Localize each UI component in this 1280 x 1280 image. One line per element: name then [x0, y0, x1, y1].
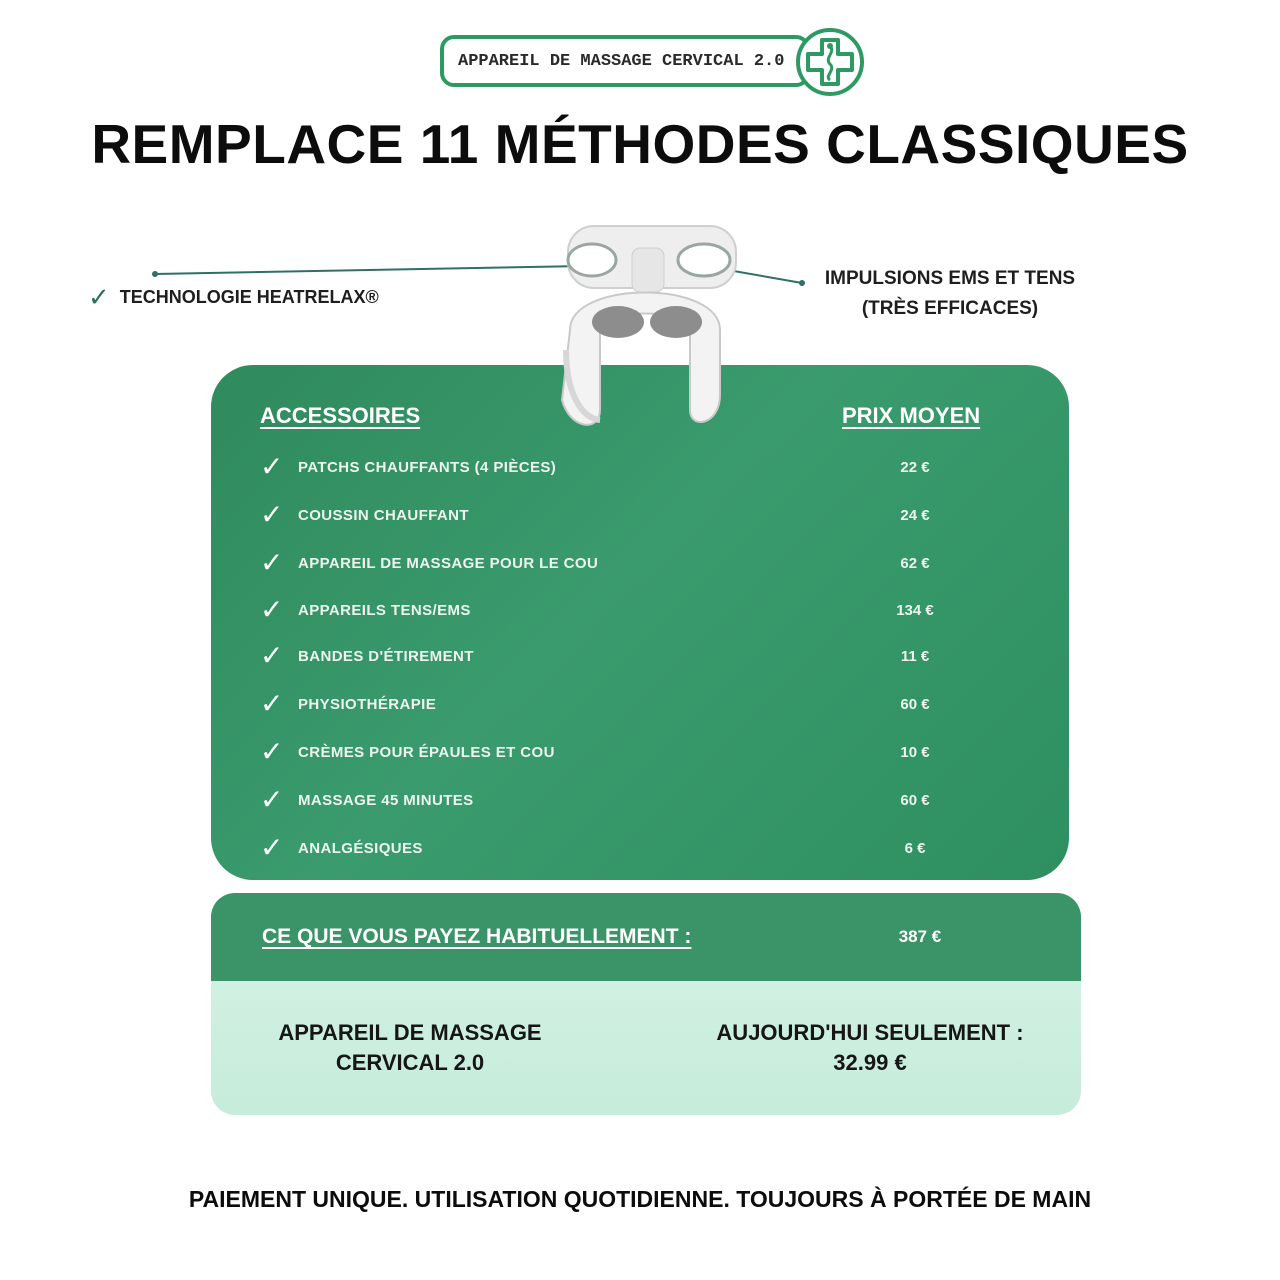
- table-row: [260, 548, 1020, 578]
- check-icon: ✓: [260, 640, 284, 671]
- row-price: 10 €: [900, 743, 930, 761]
- neck-massager-image: [540, 220, 750, 440]
- check-icon: ✓: [260, 499, 284, 530]
- check-icon: ✓: [260, 688, 284, 719]
- offer-product-name: [250, 1018, 570, 1078]
- row-price: 24 €: [900, 506, 930, 524]
- usual-cost-value: 387 €: [898, 927, 942, 946]
- check-icon: ✓: [88, 282, 110, 312]
- row-name: CRÈMES POUR ÉPAULES ET COU: [298, 743, 555, 761]
- feature-ems-line2: (TRÈS EFFICACES): [861, 298, 1039, 319]
- feature-ems-line1: IMPULSIONS EMS ET TENS: [824, 268, 1076, 289]
- table-row: [260, 785, 1020, 815]
- table-row: [260, 595, 1020, 625]
- table-row: [260, 833, 1020, 863]
- usual-cost-label: CE QUE VOUS PAYEZ HABITUELLEMENT :: [262, 925, 692, 948]
- badge-text: APPAREIL DE MASSAGE CERVICAL 2.0: [458, 51, 785, 71]
- table-row: [260, 641, 1020, 671]
- row-price: 60 €: [900, 791, 930, 809]
- row-price: 60 €: [900, 695, 930, 713]
- table-row: [260, 737, 1020, 767]
- row-price: 22 €: [900, 458, 930, 476]
- feature-heatrelax-label: TECHNOLOGIE HEATRELAX®: [119, 287, 379, 307]
- row-price: 134 €: [896, 601, 934, 619]
- row-name: PATCHS CHAUFFANTS (4 PIÈCES): [298, 458, 557, 476]
- headline: REMPLACE 11 MÉTHODES CLASSIQUES: [91, 113, 1189, 175]
- row-price: 11 €: [900, 647, 930, 665]
- table-row: [260, 452, 1020, 482]
- offer-product-line1: APPAREIL DE MASSAGE: [278, 1020, 542, 1045]
- feature-heatrelax: [88, 282, 379, 313]
- col-price-heading: PRIX MOYEN: [842, 403, 981, 428]
- offer-product-line2: CERVICAL 2.0: [335, 1050, 485, 1075]
- row-price: 62 €: [900, 554, 930, 572]
- row-name: MASSAGE 45 MINUTES: [298, 791, 474, 809]
- check-icon: ✓: [260, 451, 284, 482]
- table-row: [260, 500, 1020, 530]
- row-name: APPAREILS TENS/EMS: [298, 601, 471, 619]
- check-icon: ✓: [260, 594, 284, 625]
- col-accessories-heading: ACCESSOIRES: [260, 403, 421, 428]
- footer-tagline: PAIEMENT UNIQUE. UTILISATION QUOTIDIENNE. TOUJOURS À PORTÉE DE MAIN: [188, 1186, 1092, 1212]
- offer-today-price: [690, 1018, 1050, 1078]
- row-price: 6 €: [904, 839, 926, 857]
- row-name: COUSSIN CHAUFFANT: [298, 506, 469, 524]
- check-icon: ✓: [260, 784, 284, 815]
- row-name: APPAREIL DE MASSAGE POUR LE COU: [298, 554, 599, 572]
- row-name: ANALGÉSIQUES: [298, 839, 423, 857]
- check-icon: ✓: [260, 832, 284, 863]
- offer-today-label: AUJOURD'HUI SEULEMENT :: [716, 1020, 1024, 1045]
- check-icon: ✓: [260, 736, 284, 767]
- feature-ems-tens: [800, 264, 1100, 324]
- table-row: [260, 689, 1020, 719]
- row-name: PHYSIOTHÉRAPIE: [298, 695, 437, 713]
- check-icon: ✓: [260, 547, 284, 578]
- offer-today-value: 32.99 €: [833, 1050, 907, 1075]
- row-name: BANDES D'ÉTIREMENT: [298, 647, 474, 665]
